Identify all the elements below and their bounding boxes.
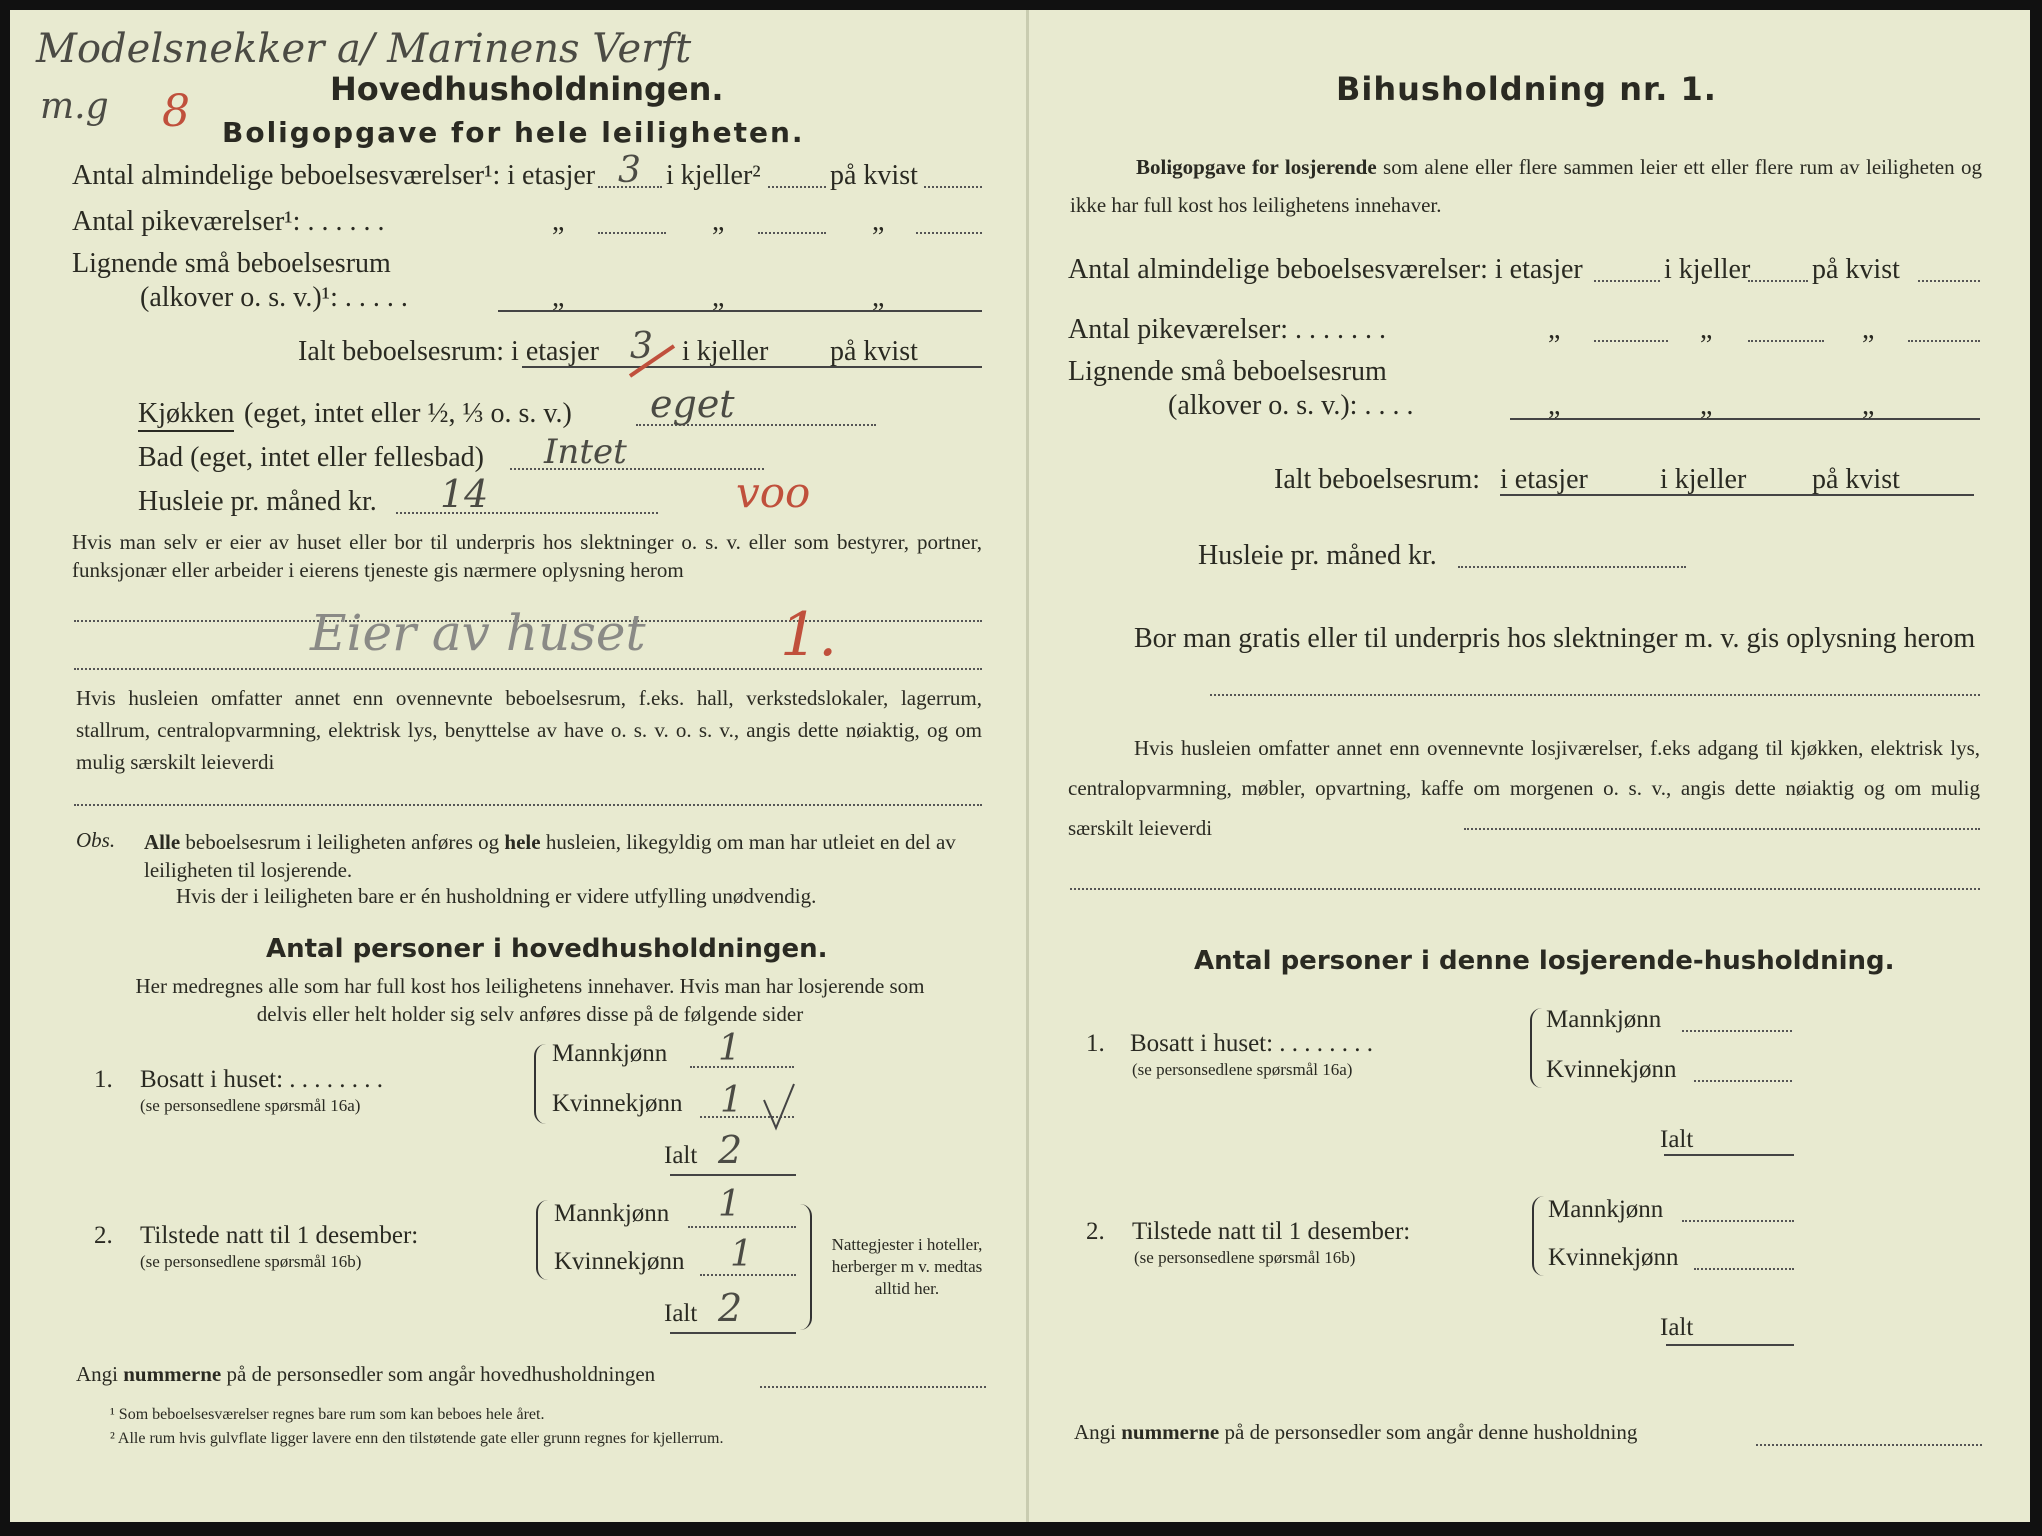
bihus-angi-3: på de personsedler som angår denne husholdning [1224,1420,1638,1444]
q2-mann-label: Mannkjønn [554,1200,670,1227]
alkover-quote-2: „ [712,282,725,313]
bihus-angi-1: Angi [1074,1420,1116,1444]
page-subtitle: Boligopgave for hele leiligheten. [222,116,805,149]
bihus-alkover-line [1510,418,1980,420]
bihus-q2-brace [1532,1196,1544,1276]
alkover-quote-1: „ [552,282,565,313]
bad-value: Intet [544,432,627,472]
q2-kvinne-label: Kvinnekjønn [554,1248,685,1275]
q2-ialt-value: 2 [718,1286,743,1330]
bihus-intro-rest: som alene eller flere sammen leier ett eller flere rum av leiligheten og ikke har full kost hos leilighetens innehaver. [1070,155,1983,217]
rooms-label: Antal almindelige beboelsesværelser¹: i etasjer [72,160,596,191]
page-fold [1026,10,1029,1522]
kjokken-rest: (eget, intet eller ½, ⅓ o. s. v.) [244,398,572,429]
bihus-q1-ialt-label: Ialt [1660,1126,1694,1153]
obs-hele: hele [504,830,541,854]
rooms-kvist-field [924,186,982,188]
q1-brace [534,1044,546,1124]
bihus-pike-kvist-field [1908,340,1980,342]
bihus-husleie-field [1458,566,1686,568]
bihus-ialt-etasjer: i etasjer [1500,464,1588,495]
husleie-value: 14 [440,472,489,516]
ialt-kvist-label: på kvist [830,336,918,367]
obs-text [144,828,982,884]
bihus-q1-number: 1. [1086,1030,1105,1057]
husleie-red-annotation: voo [736,468,811,517]
kjokken-value: eget [650,382,735,426]
q1-kvinne-label: Kvinnekjønn [552,1090,683,1117]
bihus-pike-quote-2: „ [1700,314,1713,345]
bihus-pike-etasjer-field [1594,340,1668,342]
obs-text-5: Hvis der i leiligheten bare er én husholdning er videre utfylling unødvendig. [176,884,817,908]
nattegjester-note: Nattegjester i hoteller, herberger m v. medtas alltid her. [831,1235,983,1298]
bihus-rooms-kjeller-field [1748,280,1808,282]
lignende-label: Lignende små beboelsesrum [72,248,391,279]
rooms-kjeller-label: i kjeller² [666,160,761,191]
handwritten-mark: m.g [40,86,109,127]
handwritten-occupation: Modelsnekker a/ Marinens Verft [36,26,692,72]
bihus-ialt-line [1500,494,1974,496]
bihus-angi-text [1074,1420,1637,1445]
pike-label: Antal pikeværelser¹: . . . . . . [72,206,385,237]
omfatter-instructions: Hvis husleien omfatter annet enn ovennevnte beboelsesrum, f.eks. hall, verkstedslokaler, lagerrum, stallrum, centralopvarmning, elektrisk lys, benyttelse av have o. s. v. o. s. v., angis dette nøiaktig, og om mulig særskilt leieverdi [76,686,982,774]
persons-title: Antal personer i hovedhusholdningen. [266,934,828,964]
alkover-quote-3: „ [872,282,885,313]
bihus-q1-mann-field [1682,1030,1792,1032]
bihus-intro [1070,148,1982,224]
pike-quote-1: „ [552,206,565,237]
bad-label: Bad (eget, intet eller fellesbad) [138,442,484,473]
bihus-gratis-field [1210,694,1980,696]
bihus-q1-ialt-line [1664,1154,1794,1156]
bihus-ialt-label: Ialt beboelsesrum: [1274,464,1481,495]
q1-kvinne-value: 1 [720,1080,743,1121]
bihus-angi-nummerne: nummerne [1121,1420,1220,1444]
obs-alle: Alle [144,830,181,854]
bihus-rooms-kvist-label: på kvist [1812,254,1900,285]
bihus-pike-quote-1: „ [1548,314,1561,345]
eier-red-annotation: 1. [780,600,838,670]
alkover-label: (alkover o. s. v.)¹: . . . . . [140,282,408,313]
ialt-kjeller-label: i kjeller [682,336,769,367]
bihus-q2-ialt-label: Ialt [1660,1314,1694,1341]
bihusholdning-title: Bihusholdning nr. 1. [1336,70,1717,108]
bihus-omfatter-text: Hvis husleien omfatter annet enn ovennevnte losjiværelser, f.eks adgang til kjøkken, elektrisk lys, centralopvarmning, møbler, opvartning, kaffe om morgenen o. s. v., angis dette nøiaktig og om mulig særskilt leieverdi [1068,736,1980,840]
bihus-q2-kvinne-field [1694,1268,1794,1270]
obs-text-2: beboelsesrum i leiligheten anføres og [185,830,500,854]
q2-ialt-label: Ialt [664,1300,698,1327]
rooms-kjeller-field [768,186,826,188]
q1-number: 1. [94,1066,113,1093]
bihus-intro-bold: Boligopgave for losjerende [1136,155,1377,179]
obs-label: Obs. [76,828,116,852]
bihus-pike-kjeller-field [1748,340,1824,342]
bihus-pike-quote-3: „ [1862,314,1875,345]
q1-mann-value: 1 [718,1028,741,1069]
pike-quote-3: „ [872,206,885,237]
bihus-husleie-label: Husleie pr. måned kr. [1198,540,1437,571]
bihus-omfatter-line-2 [1070,888,1980,890]
ialt-field-line [522,366,982,368]
bihus-q1-brace [1530,1008,1542,1088]
bihus-alkover-quote-3: „ [1862,390,1875,421]
bihus-persons-title: Antal personer i denne losjerende-husholdning. [1194,946,1895,976]
bihus-q2-ialt-line [1666,1344,1794,1346]
handwritten-number: 8 [162,86,190,137]
ialt-etasjer-value: 3 [630,326,653,367]
bihus-rooms-kjeller-label: i kjeller [1664,254,1751,285]
q1-label: Bosatt i huset: . . . . . . . . [140,1066,384,1093]
q1-ialt-line [670,1174,796,1176]
rooms-kvist-label: på kvist [830,160,918,191]
footnote-1: ¹ Som beboelsesværelser regnes bare rum som kan beboes hele året. [110,1406,545,1423]
bihus-q2-mann-field [1682,1220,1794,1222]
bihus-q1-kvinne-field [1694,1080,1792,1082]
bihus-rooms-label: Antal almindelige beboelsesværelser: i etasjer [1068,254,1583,285]
q1-ialt-value: 2 [718,1128,743,1172]
q1-check-mark [760,1080,800,1140]
q2-kvinne-value: 1 [730,1234,753,1275]
bihus-ialt-kvist: på kvist [1812,464,1900,495]
bihus-q1-mann-label: Mannkjønn [1546,1006,1662,1033]
eier-instructions: Hvis man selv er eier av huset eller bor til underpris hos slektninger o. s. v. eller som bestyrer, portner, funksjonær eller arbeider i eierens tjeneste gis nærmere oplysning herom [72,530,982,582]
bihus-rooms-etasjer-field [1594,280,1660,282]
bihus-lignende-label: Lignende små beboelsesrum [1068,356,1387,387]
alkover-field-line [498,310,982,312]
q2-right-brace [800,1204,812,1330]
pike-etasjer-field [598,232,666,234]
bihus-gratis-text: Bor man gratis eller til underpris hos slektninger m. v. gis oplysning herom [1134,623,1976,654]
bihus-q2-kvinne-label: Kvinnekjønn [1548,1244,1679,1271]
q2-mann-value: 1 [718,1184,741,1225]
pike-quote-2: „ [712,206,725,237]
q2-sub: (se personsedlene spørsmål 16b) [140,1252,362,1271]
bihus-rooms-kvist-field [1918,280,1980,282]
footnote-2: ² Alle rum hvis gulvflate ligger lavere enn den tilstøtende gate eller grunn regnes for kjellerrum. [110,1430,724,1447]
bihus-q1-kvinne-label: Kvinnekjønn [1546,1056,1677,1083]
bihus-pike-label: Antal pikeværelser: . . . . . . . [1068,314,1387,345]
persons-instructions: Her medregnes alle som har full kost hos leilighetens innehaver. Hvis man har losjerende som delvis eller helt holder sig selv anføres disse på de følgende sider [135,974,925,1026]
q2-brace [536,1200,548,1280]
red-check-stroke [628,340,678,380]
q1-ialt-label: Ialt [664,1142,698,1169]
eier-line-2 [74,668,982,670]
omfatter-line [74,804,982,806]
bihus-q1-sub: (se personsedlene spørsmål 16a) [1132,1060,1353,1079]
angi-field [760,1386,986,1388]
bihus-alkover-label: (alkover o. s. v.): . . . . [1168,390,1414,421]
q2-mann-field [688,1226,796,1228]
pike-kvist-field [916,232,982,234]
q2-label: Tilstede natt til 1 desember: [140,1222,419,1249]
bihus-angi-field [1756,1444,1982,1446]
bihus-ialt-kjeller: i kjeller [1660,464,1747,495]
bihus-q1-label: Bosatt i huset: . . . . . . . . [1130,1030,1374,1057]
angi-3: på de personsedler som angår hovedhusholdningen [226,1362,656,1386]
page-title: Hovedhusholdningen. [330,70,724,108]
obs-text-4: husleien, likegyldig om man har utleiet en del av leiligheten til losjerende. [144,830,956,882]
bihus-q2-mann-label: Mannkjønn [1548,1196,1664,1223]
kjokken-label: Kjøkken [138,398,234,432]
q2-ialt-line [670,1332,796,1334]
rooms-etasjer-value: 3 [618,150,641,191]
husleie-field [396,512,658,514]
angi-1: Angi [76,1362,118,1386]
bihus-q2-label: Tilstede natt til 1 desember: [1132,1218,1411,1245]
pike-kjeller-field [758,232,826,234]
q1-mann-field [690,1066,794,1068]
eier-value: Eier av huset [310,604,646,662]
q1-mann-label: Mannkjønn [552,1040,668,1067]
bihus-alkover-quote-2: „ [1700,390,1713,421]
bihus-alkover-quote-1: „ [1548,390,1561,421]
q1-sub: (se personsedlene spørsmål 16a) [140,1096,361,1115]
q2-number: 2. [94,1222,113,1249]
angi-nummerne: nummerne [123,1362,222,1386]
bihus-q2-sub: (se personsedlene spørsmål 16b) [1134,1248,1356,1267]
bihus-omfatter-field [1464,828,1980,830]
husleie-label: Husleie pr. måned kr. [138,486,377,517]
angi-text [76,1362,655,1387]
bihus-q2-number: 2. [1086,1218,1105,1245]
ialt-label: Ialt beboelsesrum: i etasjer [298,336,599,367]
